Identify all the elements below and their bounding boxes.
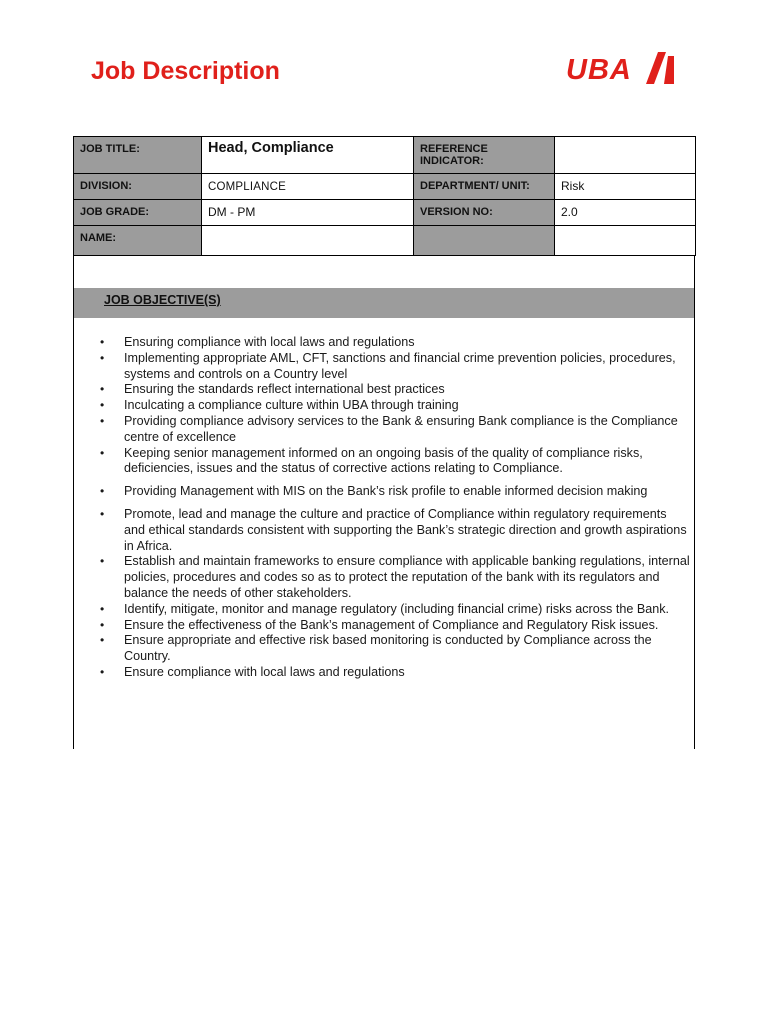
list-item-text: Promote, lead and manage the culture and practice of Compliance within regulatory requirements and ethical standards consistent with supporting the Bank’s strategic direction and growth aspirations in Africa. bbox=[124, 506, 687, 553]
list-item bbox=[100, 618, 690, 634]
bullet-icon: • bbox=[100, 601, 105, 616]
uba-logo-mark-icon bbox=[644, 50, 676, 86]
bullet-icon: • bbox=[100, 664, 105, 679]
name-value bbox=[202, 226, 414, 256]
list-item bbox=[100, 507, 690, 554]
list-item-text: Ensure the effectiveness of the Bank’s management of Compliance and Regulatory Risk issues. bbox=[124, 617, 659, 632]
uba-logo bbox=[566, 50, 678, 90]
list-item bbox=[100, 414, 690, 446]
name-label: NAME: bbox=[74, 226, 202, 256]
bullet-icon: • bbox=[100, 382, 105, 397]
bullet-icon: • bbox=[100, 633, 105, 648]
department-label: DEPARTMENT/ UNIT: bbox=[414, 174, 555, 200]
version-label: VERSION NO: bbox=[414, 200, 555, 226]
list-item-text: Identify, mitigate, monitor and manage regulatory (including financial crime) risks across the Bank. bbox=[124, 601, 670, 616]
job-objectives-list bbox=[100, 335, 690, 681]
version-value: 2.0 bbox=[555, 200, 696, 226]
bullet-icon: • bbox=[100, 350, 105, 365]
list-item-text: Ensuring compliance with local laws and regulations bbox=[124, 335, 415, 349]
list-item-text: Ensure appropriate and effective risk based monitoring is conducted by Compliance across the Country. bbox=[124, 633, 652, 664]
list-item-text: Providing Management with MIS on the Bank’s risk profile to enable informed decision making bbox=[124, 484, 648, 499]
division-label: DIVISION: bbox=[74, 174, 202, 200]
list-item bbox=[100, 633, 690, 665]
job-grade-value: DM - PM bbox=[202, 200, 414, 226]
list-item bbox=[100, 602, 690, 618]
bullet-icon: • bbox=[100, 398, 105, 413]
job-grade-label: JOB GRADE: bbox=[74, 200, 202, 226]
department-value: Risk bbox=[555, 174, 696, 200]
name-row-blank-label bbox=[414, 226, 555, 256]
table-row bbox=[74, 174, 696, 200]
job-info-table bbox=[73, 136, 696, 256]
reference-indicator-value bbox=[555, 137, 696, 174]
bullet-icon: • bbox=[100, 445, 105, 460]
table-row bbox=[74, 200, 696, 226]
list-item bbox=[100, 382, 690, 398]
bullet-icon: • bbox=[100, 413, 105, 428]
list-item-text: Implementing appropriate AML, CFT, sanctions and financial crime prevention policies, procedures, systems and controls on a Country level bbox=[124, 350, 676, 381]
list-item bbox=[100, 554, 690, 601]
name-row-blank-value bbox=[555, 226, 696, 256]
document-title: Job Description bbox=[91, 57, 280, 85]
bullet-icon: • bbox=[100, 554, 105, 569]
table-row bbox=[74, 137, 696, 174]
list-item bbox=[100, 665, 690, 681]
list-item bbox=[100, 335, 690, 351]
division-value: COMPLIANCE bbox=[202, 174, 414, 200]
list-item bbox=[100, 446, 690, 478]
list-item bbox=[100, 398, 690, 414]
job-objectives-heading: JOB OBJECTIVE(S) bbox=[104, 293, 221, 307]
job-objectives-header bbox=[74, 288, 694, 318]
bullet-icon: • bbox=[100, 335, 105, 349]
list-item bbox=[100, 484, 690, 500]
job-title-label: JOB TITLE: bbox=[74, 137, 202, 174]
list-item-text: Ensuring the standards reflect international best practices bbox=[124, 382, 445, 397]
list-item bbox=[100, 351, 690, 383]
list-item-text: Ensure compliance with local laws and regulations bbox=[124, 664, 405, 679]
list-item-text: Inculcating a compliance culture within UBA through training bbox=[124, 398, 459, 413]
logo-text: UBA bbox=[566, 54, 632, 86]
job-title-value: Head, Compliance bbox=[202, 137, 414, 174]
list-item-text: Establish and maintain frameworks to ensure compliance with applicable banking regulations, internal policies, procedures and codes so as to protect the reputation of the bank with its regulators and balance the needs of other stakeholders. bbox=[124, 554, 690, 600]
bullet-icon: • bbox=[100, 617, 105, 632]
table-row bbox=[74, 226, 696, 256]
bullet-icon: • bbox=[100, 484, 105, 499]
bullet-icon: • bbox=[100, 506, 105, 521]
reference-indicator-label: REFERENCE INDICATOR: bbox=[414, 137, 555, 174]
list-item-text: Keeping senior management informed on an ongoing basis of the quality of compliance risks, deficiencies, issues and the status of corrective actions relating to Compliance. bbox=[124, 445, 643, 476]
list-item-text: Providing compliance advisory services to the Bank & ensuring Bank compliance is the Compliance centre of excellence bbox=[124, 413, 678, 444]
